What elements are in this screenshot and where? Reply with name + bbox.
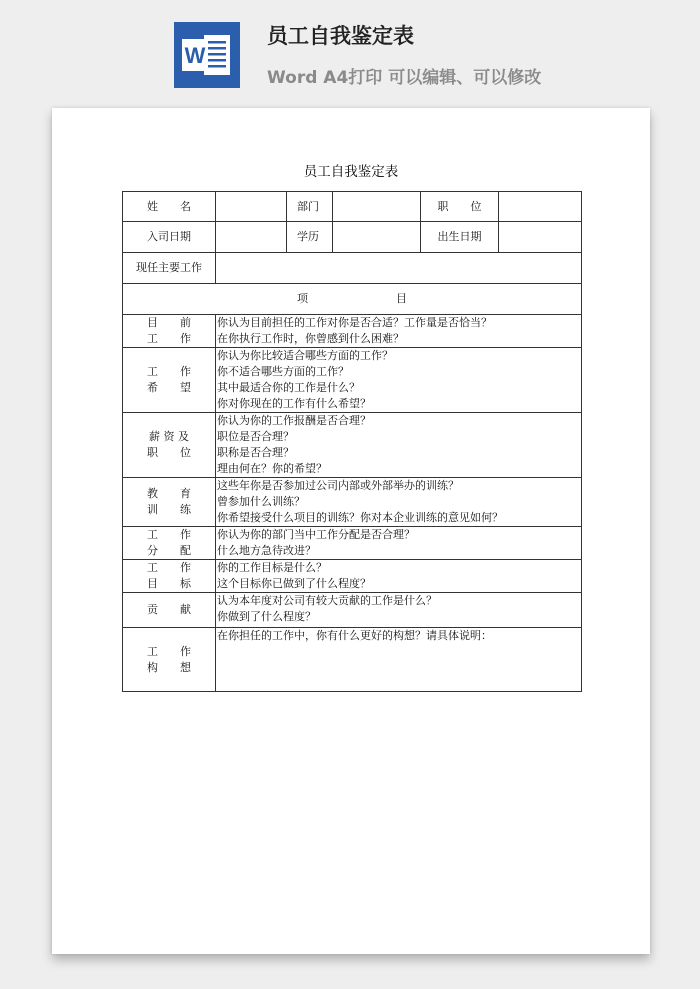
table-row [123,348,582,413]
join-date-field[interactable] [216,222,287,253]
section-category: 工 作 目 标 [123,560,216,593]
section-category: 工 作 构 想 [123,628,216,692]
table-row [123,315,582,348]
word-icon-letter: W [184,43,206,68]
word-icon [174,22,240,88]
section-questions[interactable]: 认为本年度对公司有较大贡献的工作是什么？ 你做到了什么程度？ [216,593,582,628]
table-row [123,593,582,628]
section-category: 薪 资 及 职 位 [123,413,216,478]
name-field[interactable] [216,192,287,222]
birth-date-field[interactable] [499,222,582,253]
table-row [123,222,582,253]
page-subtitle: Word A4打印 可以编辑、可以修改 [267,68,542,88]
section-questions[interactable]: 在你担任的工作中，你有什么更好的构想？请具体说明： [216,628,582,692]
appraisal-form-table [122,191,582,692]
name-label: 姓 名 [123,192,216,222]
page-title: 员工自我鉴定表 [267,24,414,48]
table-row [123,560,582,593]
table-row [123,413,582,478]
section-category: 工 作 希 望 [123,348,216,413]
page-header [0,0,700,105]
birth-date-label: 出生日期 [421,222,499,253]
table-row [123,284,582,315]
current-work-label: 现任主要工作 [123,253,216,284]
section-questions[interactable]: 你的工作目标是什么？ 这个目标你已做到了什么程度？ [216,560,582,593]
section-questions[interactable]: 这些年你是否参加过公司内部或外部举办的训练？ 曾参加什么训练？ 你希望接受什么项目的训练？你对本企业训练的意见如何？ [216,478,582,527]
position-field[interactable] [499,192,582,222]
section-category: 贡 献 [123,593,216,628]
current-work-field[interactable] [216,253,582,284]
table-row [123,628,582,692]
section-questions[interactable]: 你认为你的部门当中工作分配是否合理？ 什么地方急待改进？ [216,527,582,560]
items-header: 项 目 [123,284,582,315]
section-questions[interactable]: 你认为目前担任的工作对你是否合适？工作量是否恰当？ 在你执行工作时，你曾感到什么困难？ [216,315,582,348]
position-label: 职 位 [421,192,499,222]
section-questions[interactable]: 你认为你的工作报酬是否合理？ 职位是否合理？ 职称是否合理？ 理由何在？你的希望？ [216,413,582,478]
document-title: 员工自我鉴定表 [303,164,399,180]
section-category: 教 育 训 练 [123,478,216,527]
section-category: 工 作 分 配 [123,527,216,560]
table-row [123,192,582,222]
department-field[interactable] [333,192,421,222]
education-label: 学历 [287,222,333,253]
department-label: 部门 [287,192,333,222]
section-category: 目 前 工 作 [123,315,216,348]
join-date-label: 入司日期 [123,222,216,253]
document-page [52,108,650,954]
table-row [123,527,582,560]
education-field[interactable] [333,222,421,253]
table-row [123,253,582,284]
table-row [123,478,582,527]
section-questions[interactable]: 你认为你比较适合哪些方面的工作？ 你不适合哪些方面的工作？ 其中最适合你的工作是什么？ 你对你现在的工作有什么希望？ [216,348,582,413]
